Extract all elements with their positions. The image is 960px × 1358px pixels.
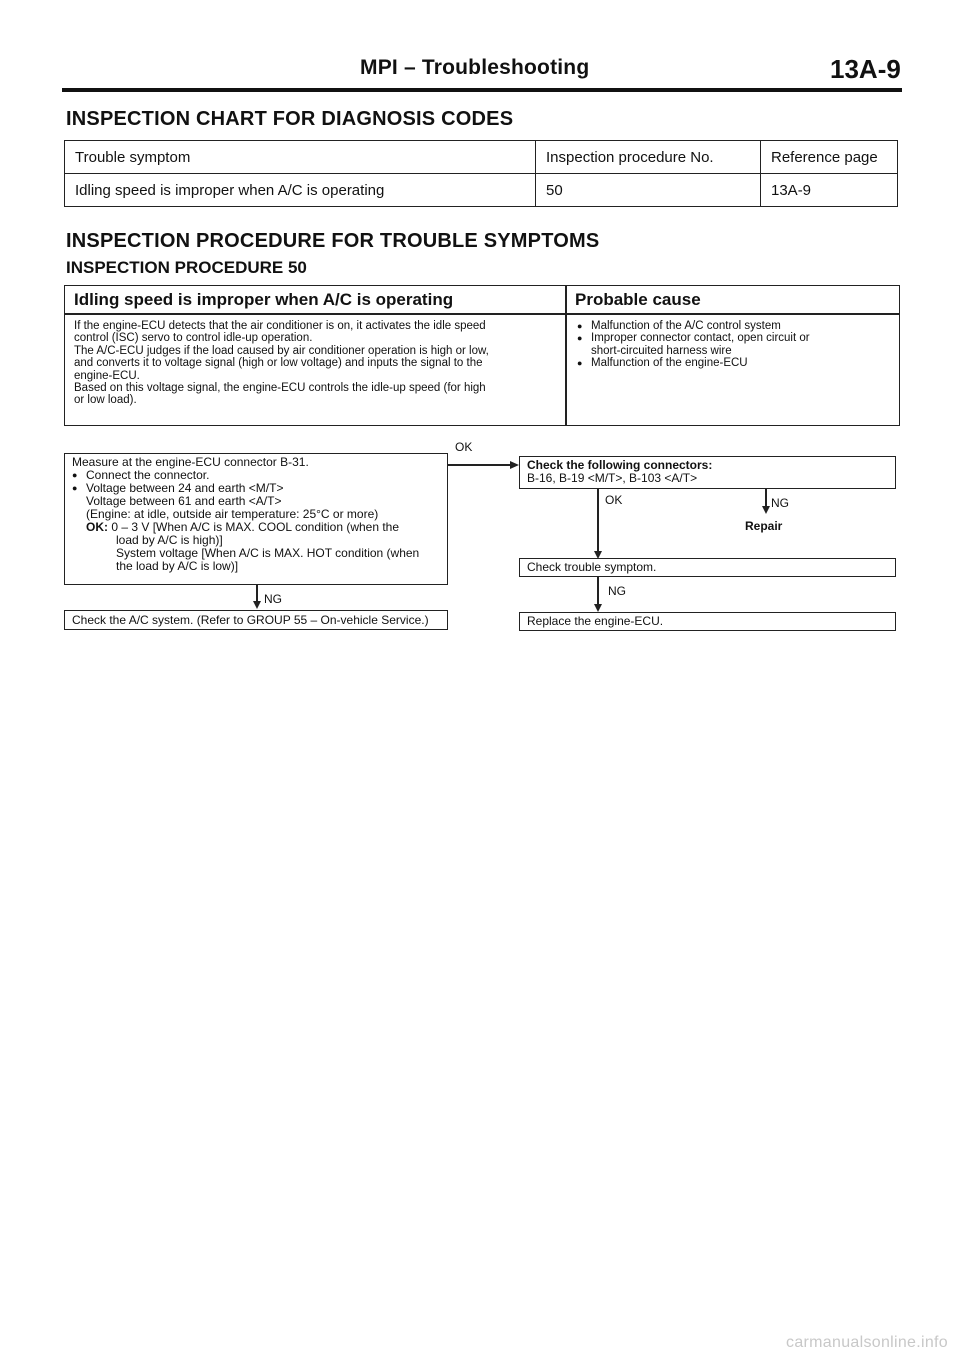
replace-ecu-text: Replace the engine-ECU. [527,614,664,628]
description-line: and converts it to voltage signal (high or low voltage) and inputs the signal to the [74,357,483,370]
column-header: Inspection procedure No. [536,141,761,174]
repair-label: Repair [745,519,783,533]
column-header: Trouble symptom [65,141,536,174]
ok-label: OK [605,493,623,507]
arrow-down-icon [594,604,602,612]
description-line: engine-ECU. [74,369,140,382]
description-line: Based on this voltage signal, the engine-ECU controls the idle-up speed (for high [74,382,486,395]
arrow-right-icon [510,461,519,469]
check-ac-text: Check the A/C system. (Refer to GROUP 55 – On-vehicle Service.) [72,613,429,627]
description-line: or low load). [74,394,137,407]
ng-label: NG [264,592,282,606]
description-line: control (ISC) servo to control idle-up operation. [74,332,313,345]
ng-label: NG [771,496,789,510]
ok-label: OK [455,440,473,454]
arrow-down-icon [253,601,261,609]
list-item: ● Malfunction of the engine-ECU [577,357,893,369]
diagnosis-chart-table [64,140,898,207]
table-header-row [65,141,898,174]
divider [64,313,900,315]
table-cell: 13A-9 [761,174,898,207]
symptom-description [74,320,558,407]
table-cell: 50 [536,174,761,207]
check-symptom-text: Check trouble symptom. [527,560,657,574]
procedure-subheading: INSPECTION PROCEDURE 50 [66,258,307,277]
ng-label: NG [608,584,626,598]
header-rule [62,88,902,92]
measure-box-text: Measure at the engine-ECU connector B-31. ● Connect the connector. ● Voltage between 24 and earth <M/T> Voltage between 61 and earth <A/T> (Engine: at idle, outside air temperature: 25°C or more) OK: 0 – 3 V [When A/C is MAX. COOL condition (when the load by A/C is high)] System voltage [When A/C is MAX. HOT condition (when the load by A/C is low)] [72,456,448,573]
description-line: The A/C-ECU judges if the load caused by air conditioner operation is high or low, [74,344,489,357]
probable-cause-title: Probable cause [575,290,701,309]
table-row [65,174,898,207]
flow-line [448,464,510,466]
procedure-heading: INSPECTION PROCEDURE FOR TROUBLE SYMPTOMS [66,230,600,252]
divider [565,285,567,426]
symptom-title: Idling speed is improper when A/C is operating [74,290,454,309]
check-connectors-text: Check the following connectors: B-16, B-19 <M/T>, B-103 <A/T> [527,458,713,485]
page-header-title: MPI – Troubleshooting [360,56,590,79]
page-number: 13A-9 [830,54,901,84]
flow-line [597,489,599,555]
list-item: ● Malfunction of the A/C control system [577,320,893,332]
arrow-down-icon [762,506,770,514]
watermark: carmanualsonline.info [786,1334,948,1351]
chart-heading: INSPECTION CHART FOR DIAGNOSIS CODES [66,108,514,130]
description-line: If the engine-ECU detects that the air conditioner is on, it activates the idle speed [74,320,486,332]
list-item: ● Improper connector contact, open circuit or short-circuited harness wire [577,332,893,357]
column-header: Reference page [761,141,898,174]
probable-cause-list [577,320,893,370]
table-cell: Idling speed is improper when A/C is operating [65,174,536,207]
